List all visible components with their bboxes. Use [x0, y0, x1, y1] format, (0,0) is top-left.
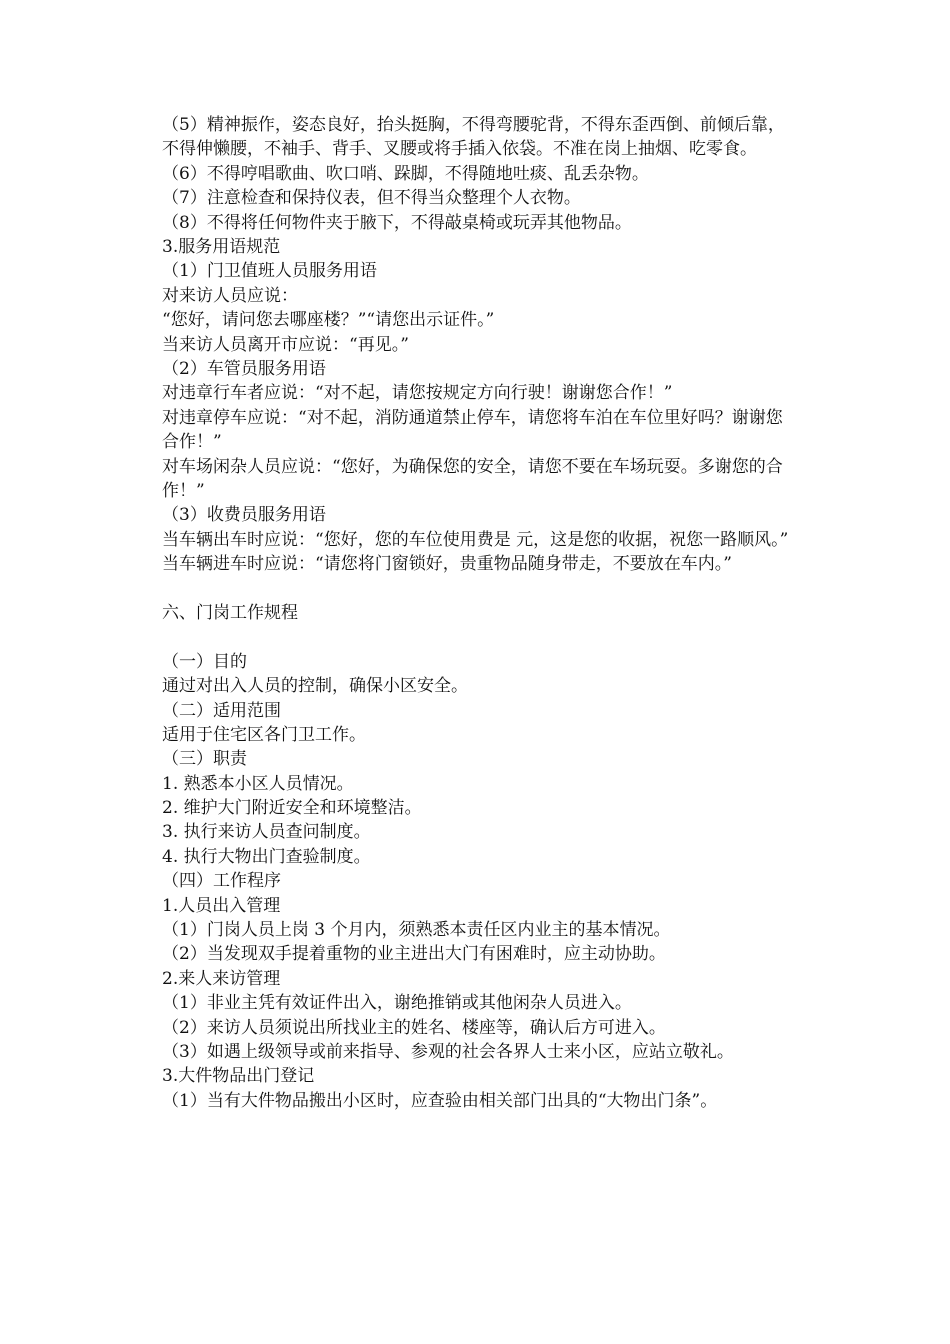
visitor-item: （2）来访人员须说出所找业主的姓名、楼座等，确认后方可进入。 [162, 1017, 666, 1038]
visitor-management-title: 2.来人来访管理 [162, 968, 281, 989]
parking-language-title: （2）车管员服务用语 [162, 358, 326, 379]
conduct-item-6: （6）不得哼唱歌曲、吹口哨、跺脚，不得随地吐痰、乱丢杂物。 [162, 163, 649, 184]
visitor-item: （3）如遇上级领导或前来指导、参观的社会各界人士来小区，应站立敬礼。 [162, 1041, 734, 1062]
spacer [162, 577, 794, 601]
guard-language-title: （1）门卫值班人员服务用语 [162, 261, 377, 282]
purpose-title: （一）目的 [162, 651, 247, 672]
purpose-text: 通过对出入人员的控制，确保小区安全。 [162, 676, 468, 697]
parking-language-line-1: 对违章行车者应说：“对不起，请您按规定方向行驶！谢谢您合作！” [162, 383, 673, 404]
cashier-language-line-2: 当车辆进车时应说：“请您将门窗锁好，贵重物品随身带走，不要放在车内。” [162, 554, 732, 575]
cashier-language-line-1: 当车辆出车时应说：“您好，您的车位使用费是 元，这是您的收据，祝您一路顺风。” [162, 529, 789, 550]
language-section-title: 3.服务用语规范 [162, 236, 281, 257]
duty-title: （三）职责 [162, 749, 247, 770]
duty-item: 1. 熟悉本小区人员情况。 [162, 773, 354, 794]
entry-item: （2）当发现双手提着重物的业主进出大门有困难时，应主动协助。 [162, 944, 666, 965]
conduct-item-8: （8）不得将任何物件夹于腋下，不得敲桌椅或玩弄其他物品。 [162, 212, 632, 233]
parking-language-line-3: 对车场闲杂人员应说：“您好，为确保您的安全，请您不要在车场玩耍。多谢您的合作！” [162, 456, 783, 501]
scope-text: 适用于住宅区各门卫工作。 [162, 724, 366, 745]
guard-language-line-2: “您好，请问您去哪座楼？”“请您出示证件。” [162, 310, 495, 331]
duty-item: 4. 执行大物出门查验制度。 [162, 846, 371, 867]
scope-title: （二）适用范围 [162, 700, 281, 721]
conduct-item-7: （7）注意检查和保持仪表，但不得当众整理个人衣物。 [162, 188, 581, 209]
cargo-registration-title: 3.大件物品出门登记 [162, 1066, 315, 1087]
cargo-item: （1）当有大件物品搬出小区时，应查验由相关部门出具的“大物出门条”。 [162, 1090, 718, 1111]
guard-language-line-3: 当来访人员离开市应说：“再见。” [162, 334, 409, 355]
duty-item: 3. 执行来访人员查问制度。 [162, 822, 371, 843]
spacer [162, 625, 794, 649]
procedure-title: （四）工作程序 [162, 871, 281, 892]
duty-item: 2. 维护大门附近安全和环境整洁。 [162, 798, 422, 819]
parking-language-line-2: 对违章停车应说：“对不起，消防通道禁止停车，请您将车泊在车位里好吗？谢谢您合作！” [162, 407, 783, 453]
cashier-language-title: （3）收费员服务用语 [162, 505, 326, 526]
guard-language-line-1: 对来访人员应说： [162, 285, 298, 306]
gate-section-heading: 六、门岗工作规程 [162, 602, 298, 623]
visitor-item: （1）非业主凭有效证件出入，谢绝推销或其他闲杂人员进入。 [162, 993, 632, 1014]
entry-management-title: 1.人员出入管理 [162, 895, 281, 916]
entry-item: （1）门岗人员上岗 3 个月内，须熟悉本责任区内业主的基本情况。 [162, 920, 671, 941]
conduct-item-5: （5）精神振作，姿态良好，抬头挺胸，不得弯腰驼背，不得东歪西倒、前倾后靠，不得伸懒腰，不袖手、背手、叉腰或将手插入依袋。不准在岗上抽烟、吃零食。 [162, 115, 785, 160]
document-page [162, 113, 794, 1113]
